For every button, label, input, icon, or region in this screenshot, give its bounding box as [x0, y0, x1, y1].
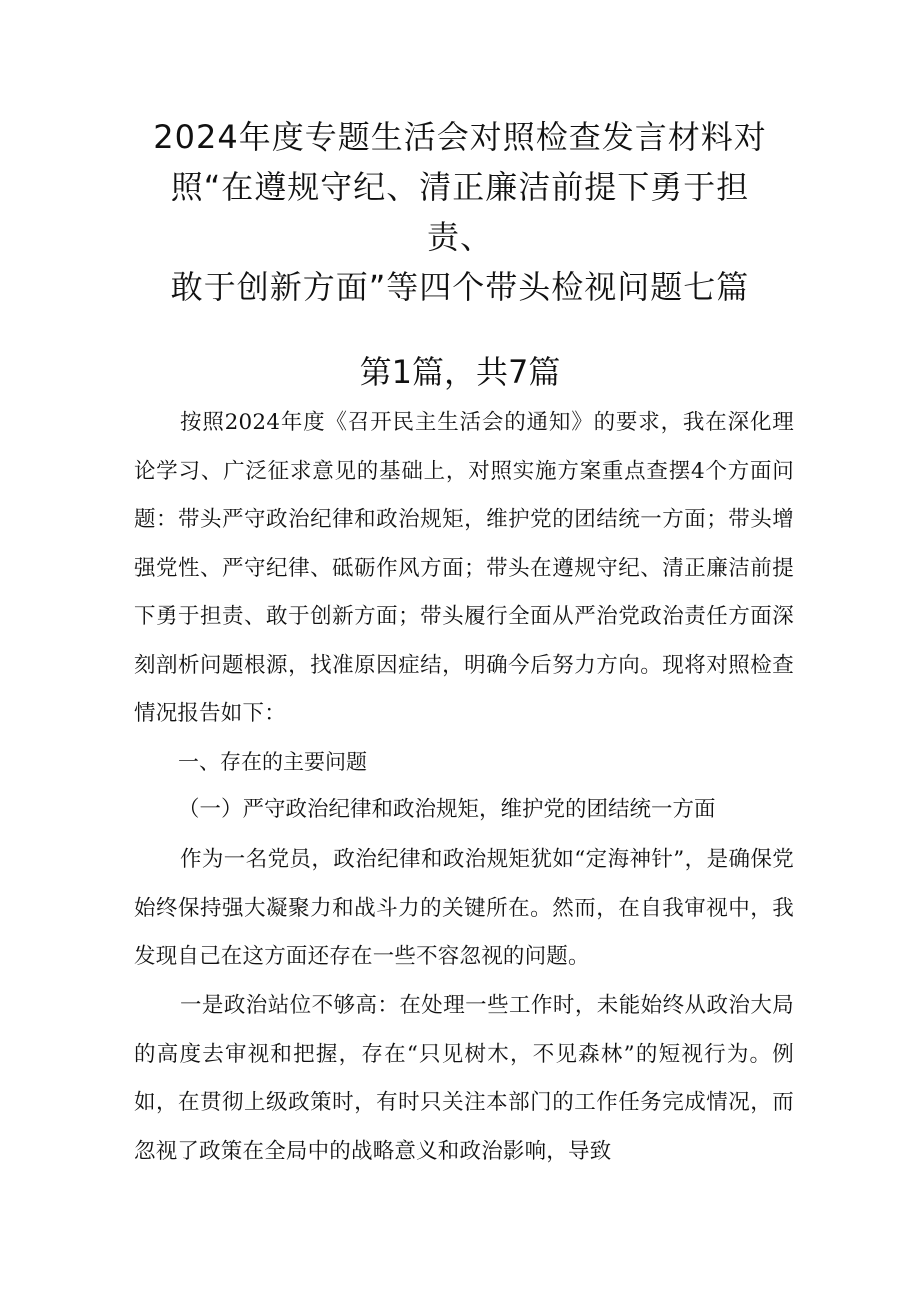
title-line-1: 2024年度专题生活会对照检查发言材料对 — [153, 118, 767, 156]
title-line-2: 照“在遵规守纪、清正廉洁前提下勇于担 — [170, 168, 750, 206]
document-title — [130, 112, 790, 312]
document-subtitle: 第1篇，共7篇 — [359, 353, 561, 391]
body-paragraph-3: 一是政治站位不够高：在处理一些工作时，未能始终从政治大局的高度去审视和把握，存在“只见树木，不见森林”的短视行为。例如，在贯彻上级政策时，有时只关注本部门的工作任务完成情况，而忽视了政策在全局中的战略意义和政治影响，导致 — [134, 993, 794, 1164]
section-heading: 一、存在的主要问题 — [178, 750, 367, 774]
title-line-4: 敢于创新方面”等四个带头检视问题七篇 — [170, 268, 750, 306]
subsection-heading: （一）严守政治纪律和政治规矩，维护党的团结统一方面 — [178, 797, 716, 822]
title-line-3: 责、 — [426, 218, 493, 256]
intro-paragraph: 按照2024年度《召开民主生活会的通知》的要求，我在深化理论学习、广泛征求意见的基础上，对照实施方案重点查摆4个方面问题：带头严守政治纪律和政治规矩，维护党的团结统一方面；带头增强党性、严守纪律、砥砺作风方面；带头在遵规守纪、清正廉洁前提下勇于担责、敢于创新方面；带头履行全面从严治党政治责任方面深刻剖析问题根源，找准原因症结，明确今后努力方向。现将对照检查情况报告如下： — [134, 410, 794, 726]
body-paragraph-2: 作为一名党员，政治纪律和政治规矩犹如“定海神针”，是确保党始终保持强大凝聚力和战斗力的关键所在。然而，在自我审视中，我发现自己在这方面还存在一些不容忽视的问题。 — [134, 847, 794, 969]
